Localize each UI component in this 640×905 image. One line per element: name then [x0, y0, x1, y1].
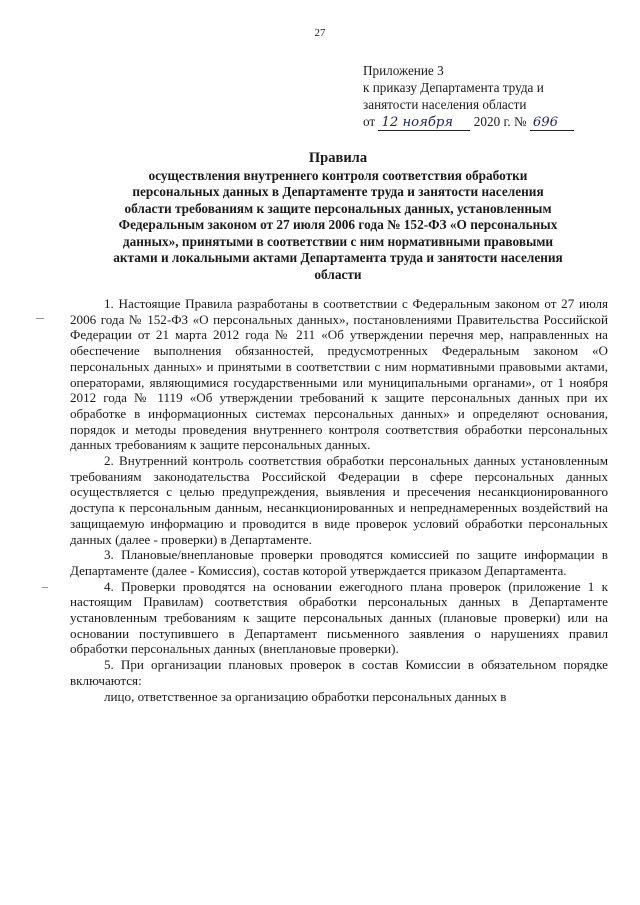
margin-mark [36, 318, 44, 319]
year-and-number-label: 2020 г. № [473, 114, 527, 129]
paragraph-4: 4. Проверки проводятся на основании ежегодного плана проверок (приложение 1 к настоящим Правилам) соответствия обработки персональных данных в Департаменте установленным требованиям к защите персональных данных (плановые проверки) или на основании поступившего в Департамент письменного заявления о нарушениях правил обработки персональных данных (внеплановые проверки). [70, 578, 608, 657]
appendix-line-2: к приказу Департамента труда и [363, 80, 544, 95]
paragraph-6: лицо, ответственное за организацию обработки персональных данных в [104, 688, 507, 704]
document-body [70, 296, 608, 704]
appendix-header [363, 62, 623, 131]
handwritten-order-number: 696 [530, 116, 574, 131]
title-line: актами и локальными актами Департамента труда и занятости населения [113, 250, 563, 265]
paragraph-3: 3. Плановые/внеплановые проверки проводятся комиссией по защите информации в Департаменте (далее - Комиссия), состав которой утверждается приказом Департамента. [70, 547, 608, 578]
appendix-date-line [363, 113, 623, 131]
title-line: области требованиям к защите персональных данных, установленным [124, 200, 552, 216]
handwritten-date: 12 ноября [378, 116, 470, 131]
page-number: 27 [314, 27, 326, 39]
document-title [78, 150, 598, 283]
paragraph-1: 1. Настоящие Правила разработаны в соответствии с Федеральным законом от 27 июля 2006 года № 152-ФЗ «О персональных данных», постановлениями Правительства Российской Федерации от 21 марта 2012 года № 211 «Об утверждении перечня мер, направленных на обеспечение выполнения обязанностей, предусмотренных Федеральным законом «О персональных данных» и принятыми в соответствии с ним нормативными правовыми актами, операторами, являющимися государственными или муниципальными органами», от 1 ноября 2012 года № 1119 «Об утверждении требований к защите персональных данных при их обработке в информационных системах персональных данных» и определяют основания, порядок и методы проведения внутреннего контроля соответствия обработки персональных данных требованиям к защите персональных данных. [70, 296, 608, 453]
paragraph-5: 5. При организации плановых проверок в состав Комиссии в обязательном порядке включаются: [70, 657, 608, 688]
appendix-line-3: занятости населения области [363, 97, 527, 112]
title-line: персональных данных в Департаменте труда и занятости населения [132, 184, 544, 199]
title-line: осуществления внутреннего контроля соответствия обработки [148, 167, 528, 183]
title-line: данных», принятыми в соответствии с ним нормативными правовыми [122, 233, 554, 249]
appendix-line-1: Приложение 3 [363, 63, 444, 78]
title-line: Федеральным законом от 27 июля 2006 года № 152-ФЗ «О персональных [118, 217, 558, 232]
margin-mark [42, 587, 48, 588]
title-line: области [314, 266, 362, 282]
paragraph-2: 2. Внутренний контроль соответствия обработки персональных данных установленным требованиям законодательства Российской Федерации в сфере персональных данных осуществляется с целью предупреждения, выявления и пресечения несанкционированного доступа к персональным данным, несанкционированных и непреднамеренных воздействий на защищаемую информацию и проводится в виде проверок условий обработки персональных данных (далее - проверки) в Департаменте. [70, 453, 608, 547]
title-heading: Правила [308, 150, 368, 166]
from-prefix: от [363, 114, 376, 129]
